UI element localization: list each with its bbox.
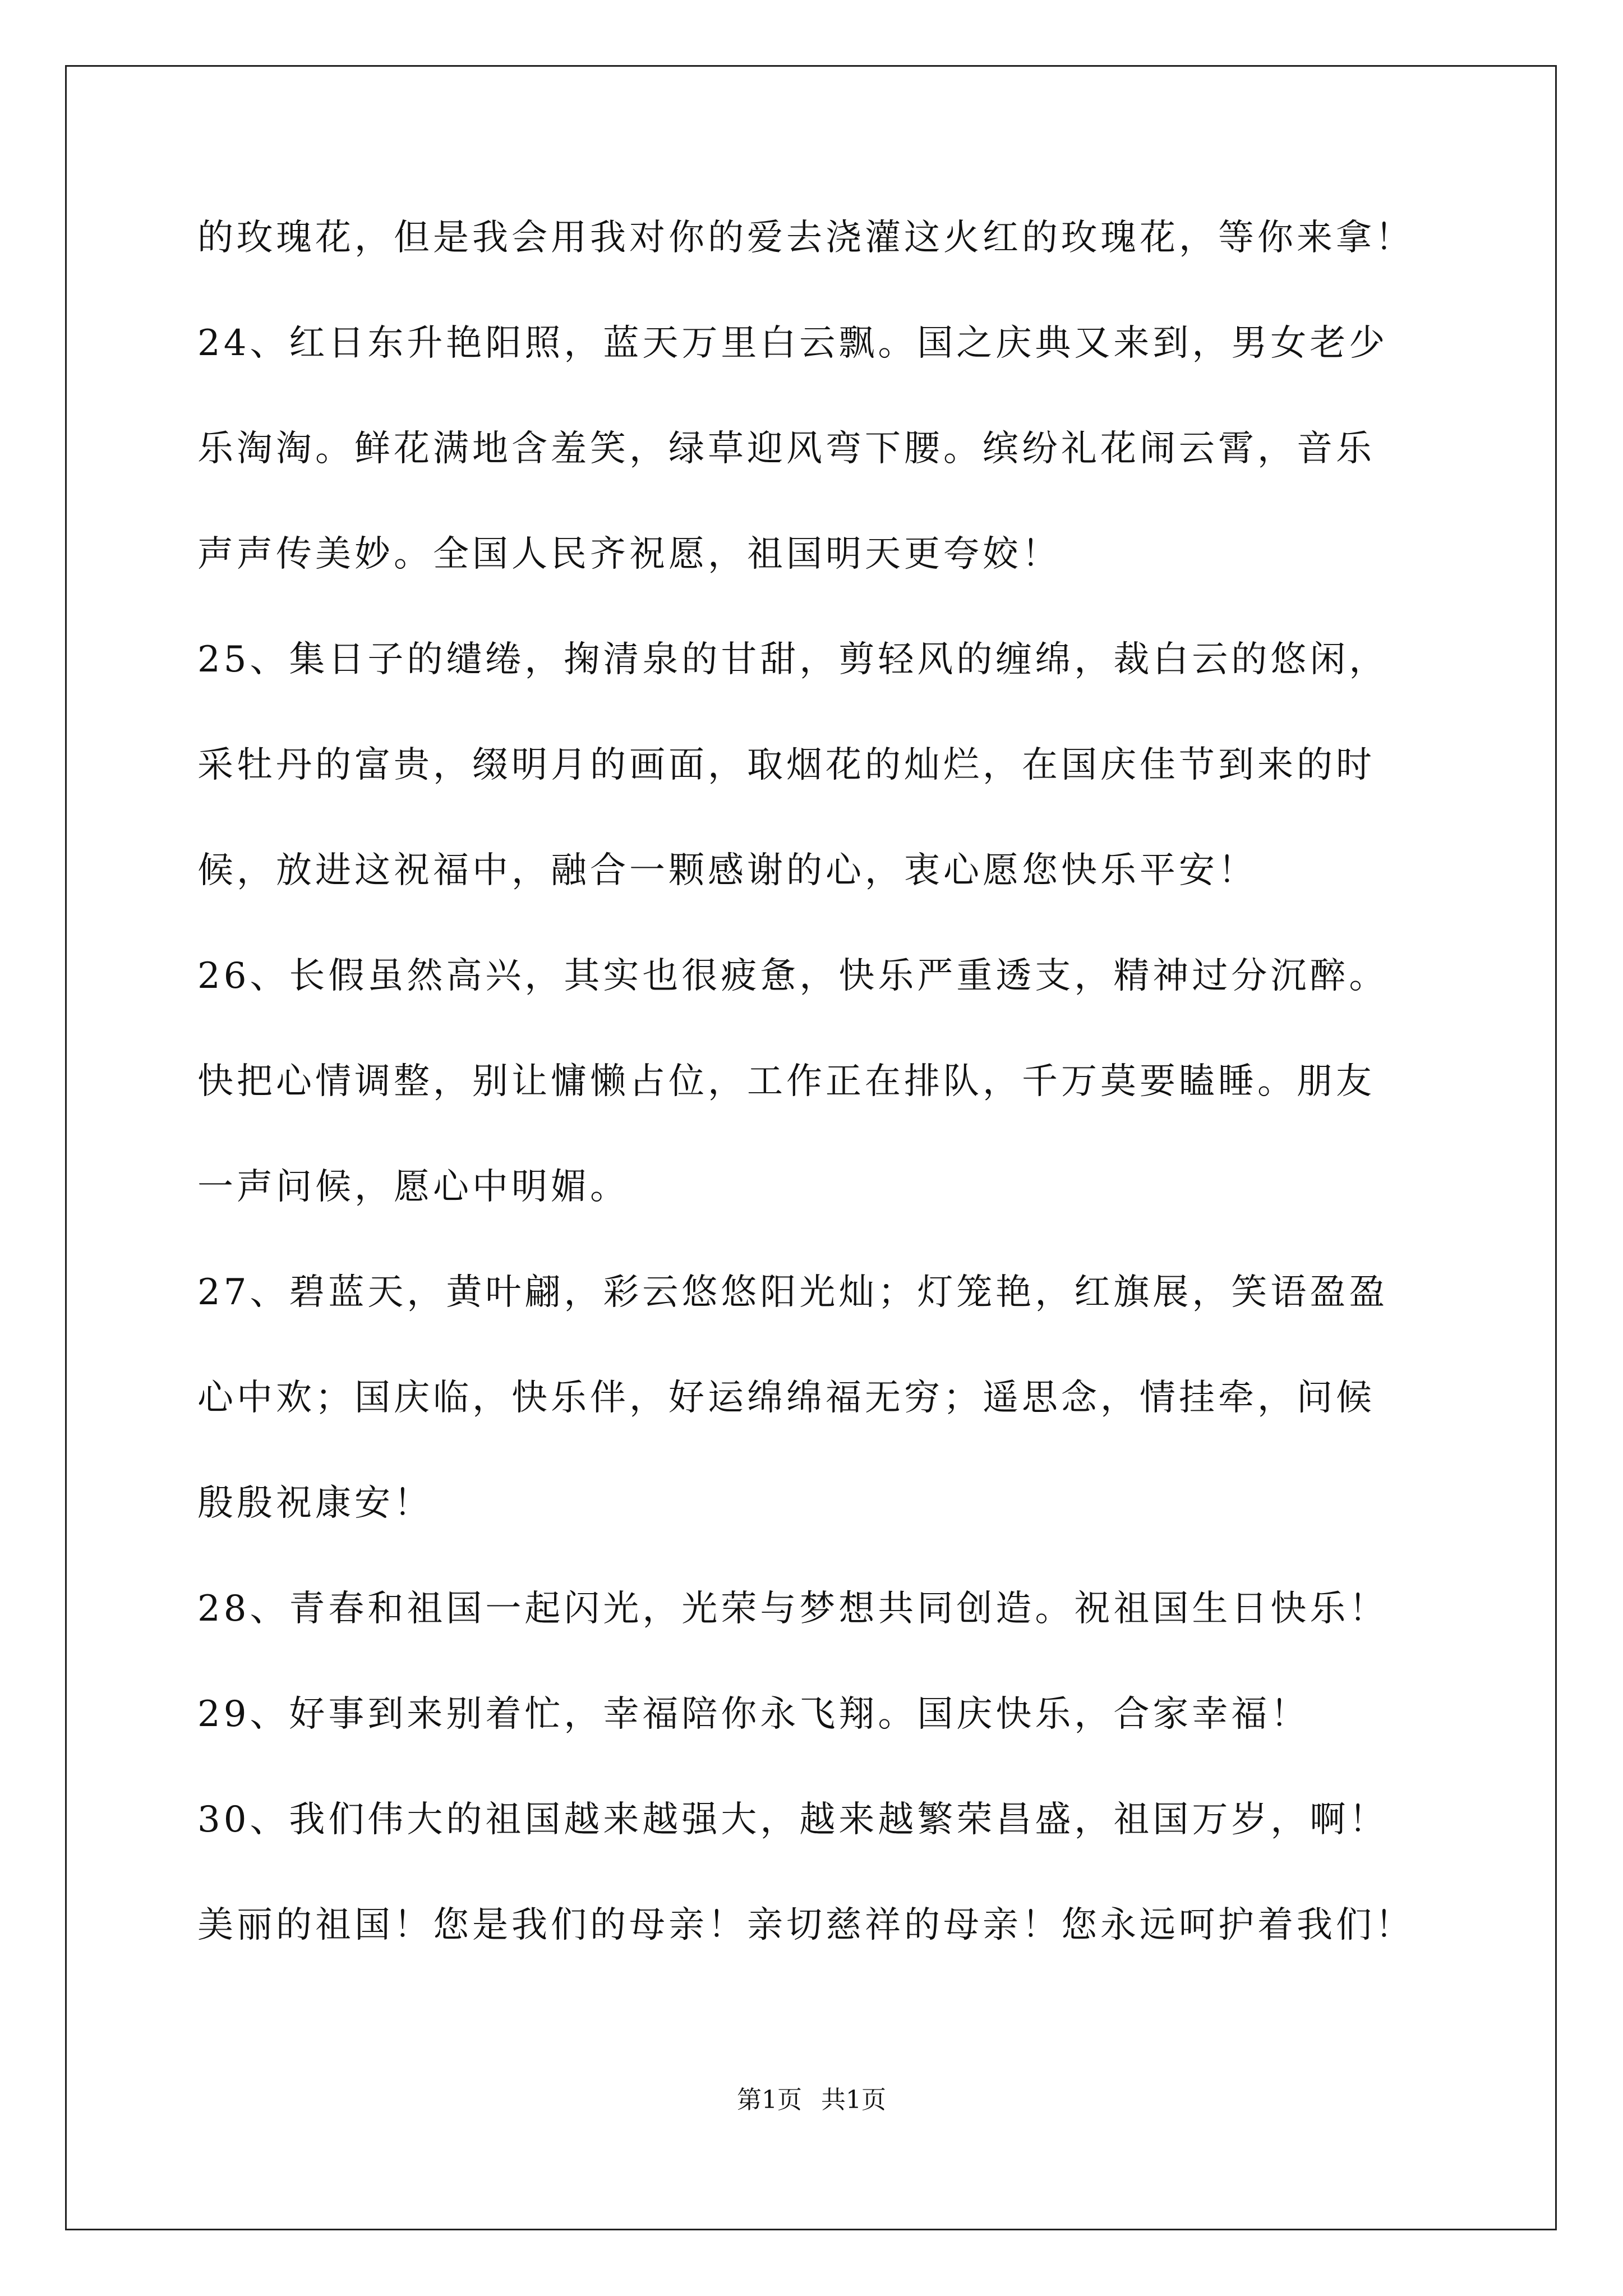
text-line: 28、青春和祖国一起闪光，光荣与梦想共同创造。祝祖国生日快乐！ xyxy=(197,1588,1389,1630)
text-line: 候，放进这祝福中，融合一颗感谢的心，衷心愿您快乐平安！ xyxy=(197,850,1257,891)
text-line: 采牡丹的富贵，缀明月的画面，取烟花的灿烂，在国庆佳节到来的时 xyxy=(197,744,1375,786)
text-line: 29、好事到来别着忙，幸福陪你永飞翔。国庆快乐，合家幸福！ xyxy=(197,1694,1310,1735)
text-line: 24、红日东升艳阳照，蓝天万里白云飘。国之庆典又来到，男女老少 xyxy=(197,323,1389,364)
page-number: 第1页 xyxy=(737,2086,802,2114)
text-line: 一声问候，愿心中明媚。 xyxy=(197,1166,629,1208)
text-line: 殷殷祝康安！ xyxy=(197,1483,433,1524)
text-line: 30、我们伟大的祖国越来越强大，越来越繁荣昌盛，祖国万岁，啊！ xyxy=(197,1799,1389,1841)
text-line: 26、长假虽然高兴，其实也很疲惫，快乐严重透支，精神过分沉醉。 xyxy=(197,955,1389,997)
text-line: 心中欢；国庆临，快乐伴，好运绵绵福无穷；遥思念，情挂牵，问候 xyxy=(197,1377,1375,1419)
text-line: 27、碧蓝天，黄叶翩，彩云悠悠阳光灿；灯笼艳，红旗展，笑语盈盈 xyxy=(197,1272,1389,1313)
text-line: 乐淘淘。鲜花满地含羞笑，绿草迎风弯下腰。缤纷礼花闹云霄，音乐 xyxy=(197,428,1375,470)
text-line: 快把心情调整，别让慵懒占位，工作正在排队，千万莫要瞌睡。朋友 xyxy=(197,1061,1375,1102)
text-line: 美丽的祖国！您是我们的母亲！亲切慈祥的母亲！您永远呵护着我们！ xyxy=(197,1904,1414,1946)
text-line: 25、集日子的缱绻，掬清泉的甘甜，剪轻风的缠绵，裁白云的悠闲， xyxy=(197,639,1389,680)
text-line: 声声传美妙。全国人民齐祝愿，祖国明天更夸姣！ xyxy=(197,533,1061,575)
page-footer xyxy=(0,2085,1623,2116)
page-total: 共1页 xyxy=(821,2086,886,2114)
text-line: 的玫瑰花，但是我会用我对你的爱去浇灌这火红的玫瑰花，等你来拿！ xyxy=(197,217,1414,259)
